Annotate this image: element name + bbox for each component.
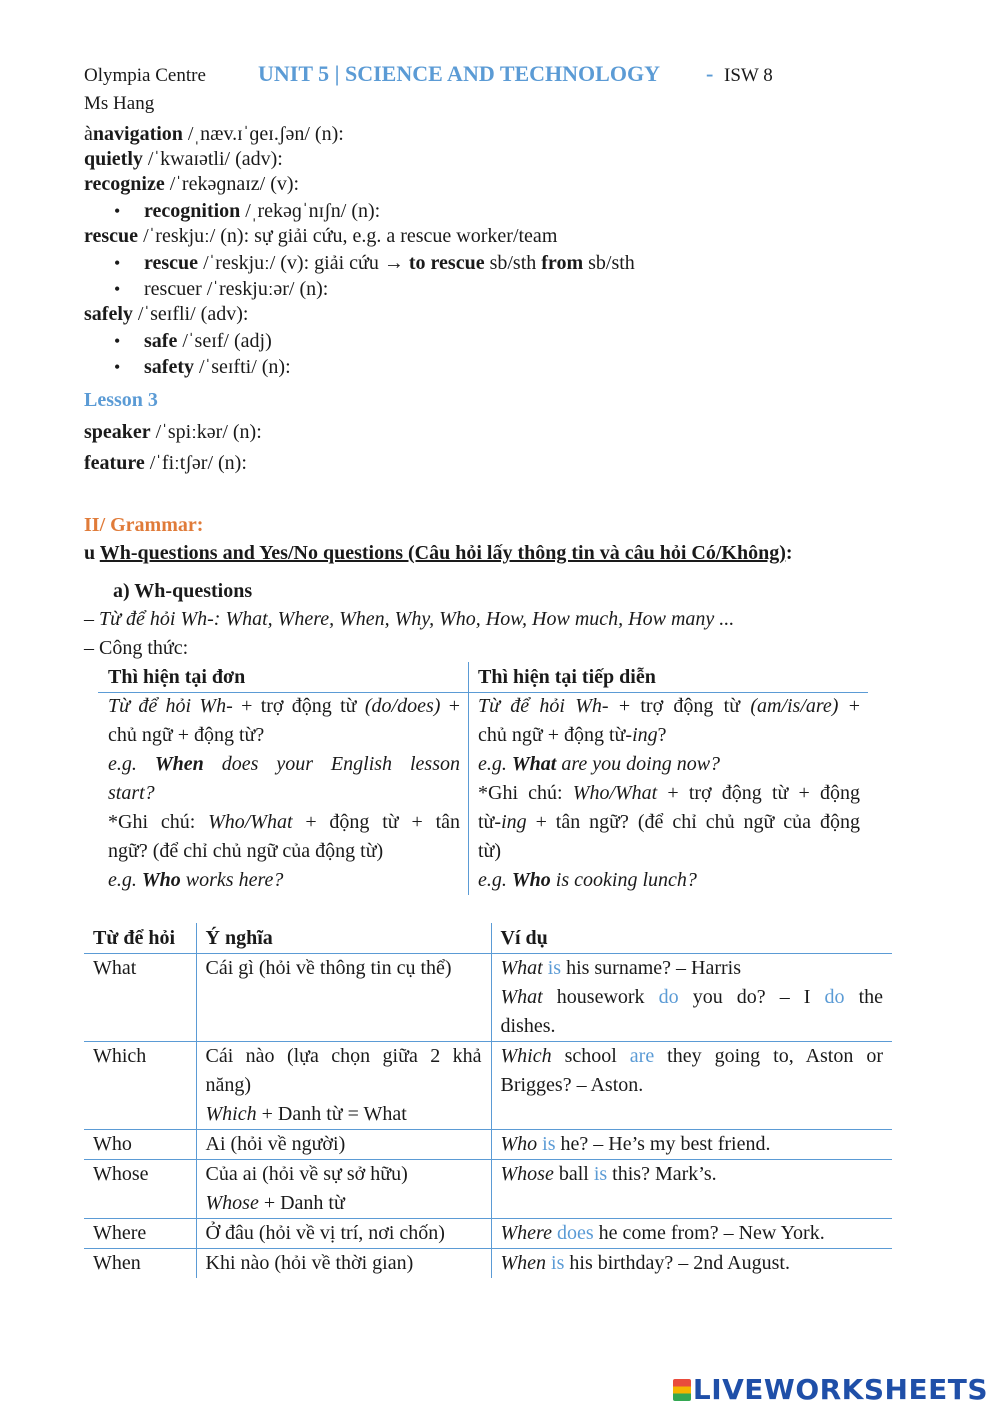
vocab-rescue-noun: rescue /ˈreskjuː/ (n): sự giải cứu, e.g. a rescue worker/team: [84, 225, 558, 247]
vocab-feature: feature /ˈfiːtʃər/ (n):: [84, 452, 247, 474]
question-word-table: [84, 923, 892, 1278]
table-row: When Khi nào (hỏi về thời gian) When is his birthday? – 2nd August.: [84, 1249, 892, 1279]
wh-words-line: – Từ để hỏi Wh-: What, Where, When, Why, Who, How, How much, How many ...: [84, 608, 735, 630]
table-row: What Cái gì (hỏi về thông tin cụ thể) What is his surname? – Harris What housework do you do? – I do the dishes.: [84, 954, 892, 1042]
table-row: Whose Của ai (hỏi về sự sở hữu) Whose + Danh từ Whose ball is this? Mark’s.: [84, 1160, 892, 1219]
logo-icon: [673, 1379, 691, 1401]
table-header-row: [84, 923, 892, 954]
unit-title: UNIT 5 | SCIENCE AND TECHNOLOGY: [258, 61, 660, 86]
formula-label: – Công thức:: [84, 637, 189, 659]
vocab-navigation: ànavigation /ˌnæv.ɪˈɡeɪ.ʃən/ (n):: [84, 123, 344, 145]
title-dash: -: [706, 61, 714, 86]
teacher-name: Ms Hang: [84, 93, 155, 114]
present-continuous-header: Thì hiện tại tiếp diễn: [478, 666, 656, 688]
liveworksheets-logo[interactable]: LIVEWORKSHEETS: [673, 1373, 988, 1406]
grammar-topic: u Wh-questions and Yes/No questions (Câu hỏi lấy thông tin và câu hỏi Có/Không):: [84, 542, 793, 564]
vocab-safely: safely /ˈseɪfli/ (adv):: [84, 303, 249, 325]
table-row: Which Cái nào (lựa chọn giữa 2 khả năng) Which + Danh từ = What Which school are they going to, Aston or Brigges? – Aston.: [84, 1042, 892, 1130]
vocab-quietly: quietly /ˈkwaɪətli/ (adv):: [84, 148, 283, 170]
wh-questions-subheading: a) Wh-questions: [113, 580, 253, 602]
lesson3-heading: Lesson 3: [84, 389, 158, 411]
col-header-meaning: Ý nghĩa: [196, 923, 491, 954]
present-continuous-content: Từ để hỏi Wh- + trợ động từ (am/is/are) + chủ ngữ + động từ-ing? e.g. What are you doing now? *Ghi chú: Who/What + trợ động từ + động từ-ing + tân ngữ? (để chỉ chủ ngữ của động từ) e.g. Who is cooking lunch?: [478, 695, 861, 891]
grammar-heading: II/ Grammar:: [84, 514, 204, 536]
vocab-recognize: recognize /ˈrekəɡnaɪz/ (v):: [84, 173, 300, 195]
centre-name: Olympia Centre: [84, 65, 206, 86]
table-row: Who Ai (hỏi về người) Who is he? – He’s my best friend.: [84, 1130, 892, 1160]
table-divider: [468, 662, 469, 895]
table-row: Where Ở đâu (hỏi về vị trí, nơi chốn) Where does he come from? – New York.: [84, 1219, 892, 1249]
col-header-word: Từ để hỏi: [93, 927, 176, 949]
class-code: ISW 8: [724, 65, 773, 86]
vocab-speaker: speaker /ˈspiːkər/ (n):: [84, 421, 262, 443]
present-simple-header: Thì hiện tại đơn: [108, 666, 246, 688]
arrow-icon: →: [383, 252, 404, 274]
present-simple-content: Từ để hỏi Wh- + trợ động từ (do/does) + chủ ngữ + động từ? e.g. When does your English lesson start? *Ghi chú: Who/What + động từ + tân ngữ? (để chỉ chủ ngữ của động từ) e.g. Who works here?: [108, 695, 461, 891]
col-header-example: Ví dụ: [491, 923, 892, 954]
